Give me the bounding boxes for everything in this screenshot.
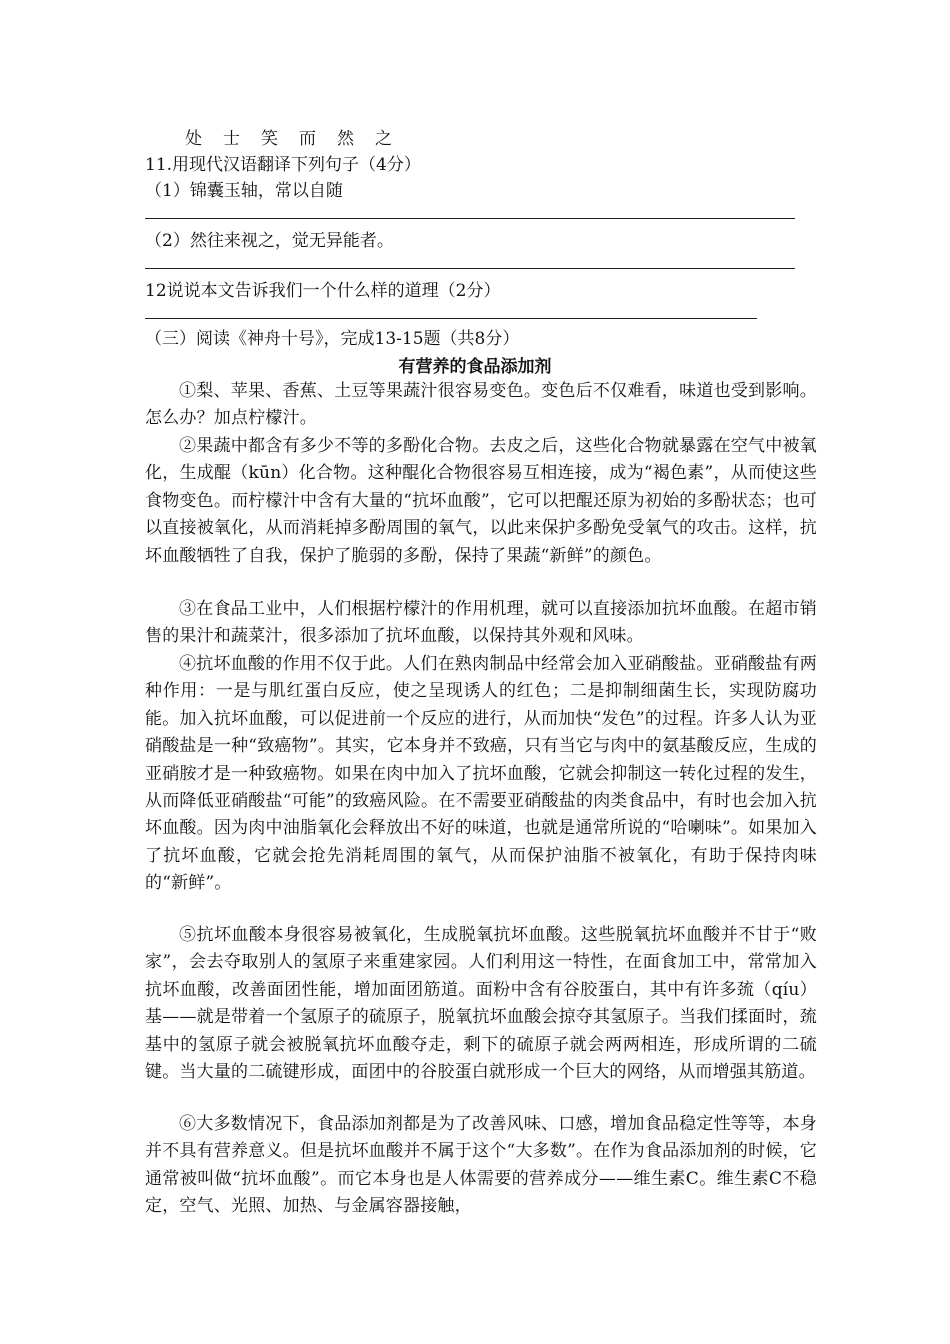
classical-char: 然: [337, 129, 354, 149]
classical-char: 士: [223, 129, 240, 149]
article-paragraph-4: ④抗坏血酸的作用不仅于此。人们在熟肉制品中经常会加入亚硝酸盐。亚硝酸盐有两种作用：一是与肌红蛋白反应，使之呈现诱人的红色；二是抑制细菌生长，实现防腐功能。加入抗坏血酸，可以促进前一个反应的进行，从而加快“发色”的过程。许多人认为亚硝酸盐是一种“致癌物”。其实，它本身并不致癌，只有当它与肉中的氨基酸反应，生成的亚硝胺才是一种致癌物。如果在肉中加入了抗坏血酸，它就会抑制这一转化过程的发生，从而降低亚硝酸盐“可能”的致癌风险。在不需要亚硝酸盐的肉类食品中，有时也会加入抗坏血酸。因为肉中油脂氧化会释放出不好的味道，也就是通常所说的“哈喇味”。如果加入了抗坏血酸，它就会抢先消耗周围的氧气，从而保护油脂不被氧化，有助于保持肉味的“新鲜”。: [145, 654, 817, 894]
classical-char: 而: [299, 129, 316, 149]
classical-char: 笑: [261, 129, 278, 149]
classical-text-line: [185, 128, 413, 150]
classical-char: 之: [375, 129, 392, 149]
article-title: 有营养的食品添加剂: [398, 357, 552, 377]
question-11-item-1: （1）锦囊玉轴，常以自随: [145, 181, 343, 201]
article-paragraph-2: ②果蔬中都含有多少不等的多酚化合物。去皮之后，这些化合物就暴露在空气中被氧化，生成醌（kūn）化合物。这种醌化合物很容易互相连接，成为“褐色素”，从而使这些食物变色。而柠檬汁中含有大量的“抗坏血酸”，它可以把醌还原为初始的多酚状态；也可以直接被氧化，从而消耗掉多酚周围的氧气，以此来保护多酚免受氧气的攻击。这样，抗坏血酸牺牲了自我，保护了脆弱的多酚，保持了果蔬“新鲜”的颜色。: [145, 436, 817, 566]
answer-line-1[interactable]: [145, 218, 795, 219]
section-3-heading: （三）阅读《神舟十号》，完成13-15题（共8分）: [145, 329, 520, 349]
article-paragraph-1: ①梨、苹果、香蕉、土豆等果蔬汁很容易变色。变色后不仅难看，味道也受到影响。怎么办？加点柠檬汁。: [145, 381, 817, 429]
article-paragraph-6: ⑥大多数情况下，食品添加剂都是为了改善风味、口感，增加食品稳定性等等，本身并不具有营养意义。但是抗坏血酸并不属于这个“大多数”。在作为食品添加剂的时候，它通常被叫做“抗坏血酸”。而它本身也是人体需要的营养成分——维生素C。维生素C不稳定，空气、光照、加热、与金属容器接触，: [145, 1114, 817, 1217]
question-12-prompt: 12说说本文告诉我们一个什么样的道理（2分）: [145, 281, 501, 301]
classical-char: 处: [185, 129, 202, 149]
article-paragraph-3: ③在食品工业中，人们根据柠檬汁的作用机理，就可以直接添加抗坏血酸。在超市销售的果汁和蔬菜汁，很多添加了抗坏血酸，以保持其外观和风味。: [145, 599, 817, 647]
question-11-prompt: 11.用现代汉语翻译下列句子（4分）: [145, 155, 421, 175]
question-11-item-2: （2）然往来视之，觉无异能者。: [145, 231, 394, 251]
answer-line-2[interactable]: [145, 268, 795, 269]
article-paragraph-5: ⑤抗坏血酸本身很容易被氧化，生成脱氧抗坏血酸。这些脱氧抗坏血酸并不甘于“败家”，会去夺取别人的氢原子来重建家园。人们利用这一特性，在面食加工中，常常加入抗坏血酸，改善面团性能，增加面团筋道。面粉中含有谷胶蛋白，其中有许多巯（qíu）基——就是带着一个氢原子的硫原子，脱氧抗坏血酸会掠夺其氢原子。当我们揉面时，巯基中的氢原子就会被脱氧抗坏血酸夺走，剩下的硫原子就会两两相连，形成所谓的二硫键。当大量的二硫键形成，面团中的谷胶蛋白就形成一个巨大的网络，从而增强其筋道。: [145, 925, 817, 1083]
answer-line-3[interactable]: [145, 318, 757, 319]
